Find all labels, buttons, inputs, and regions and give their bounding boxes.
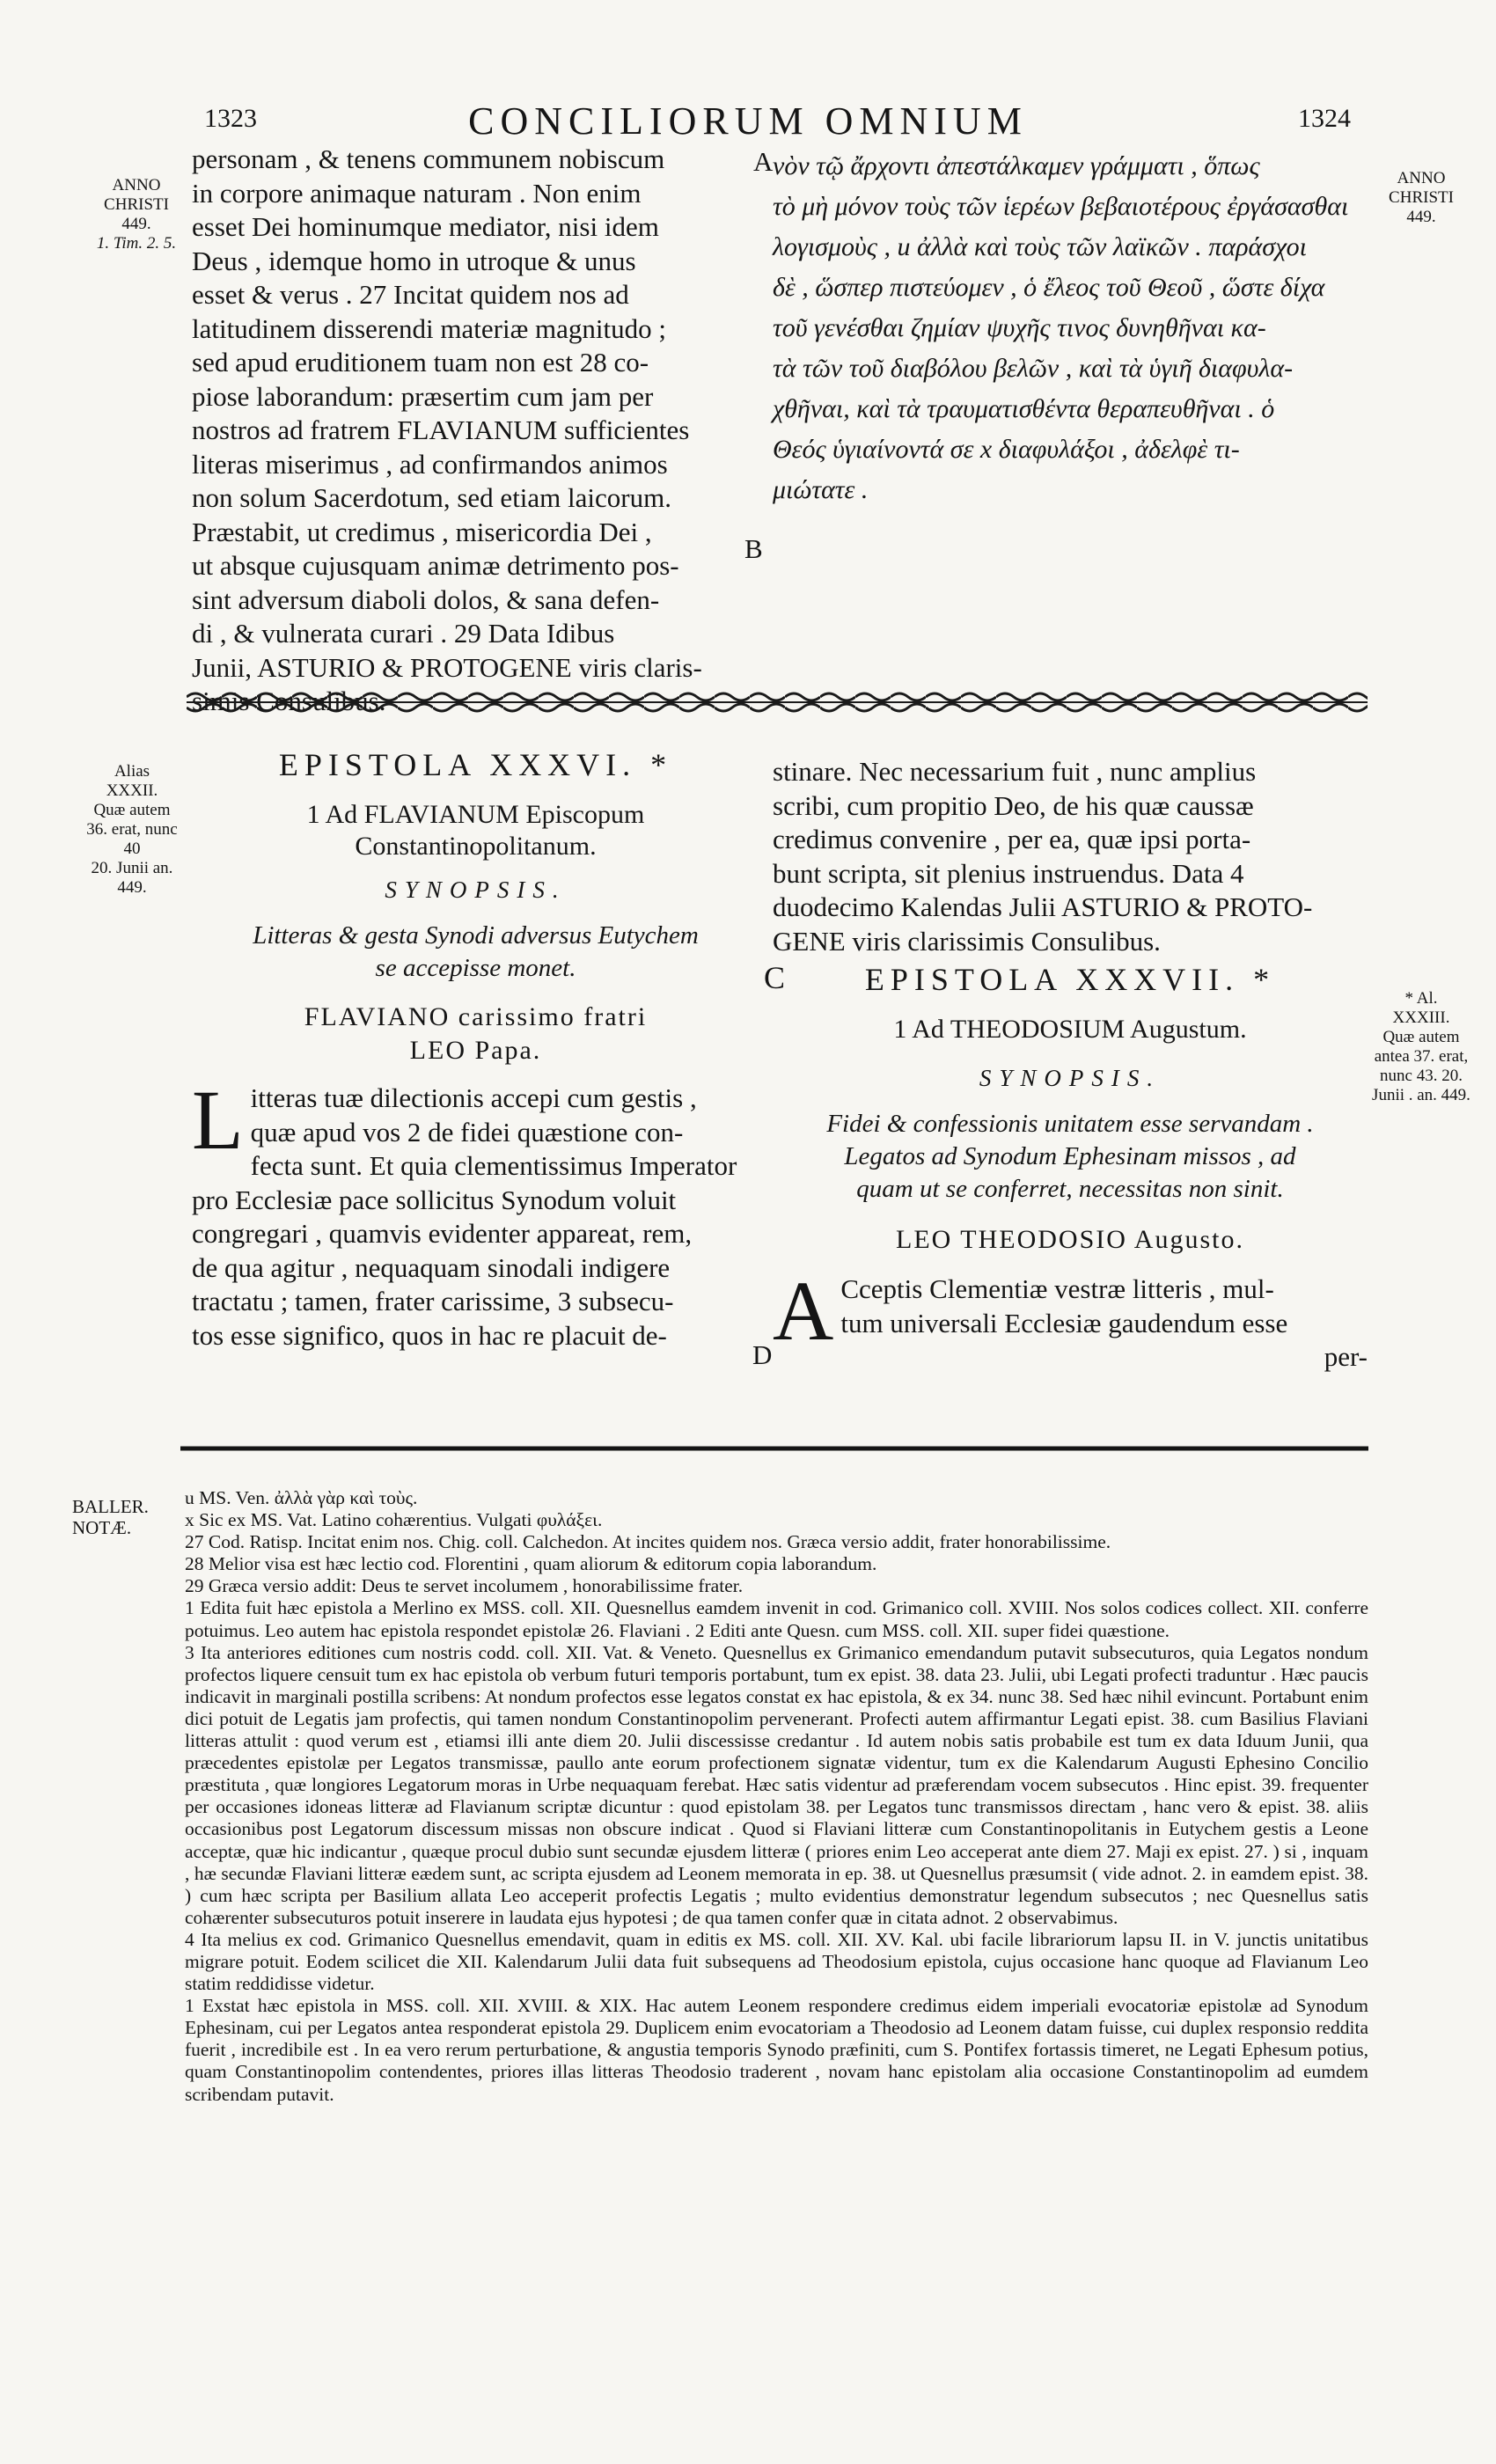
epistola-37-synopsis-label: SYNOPSIS. <box>979 1065 1162 1091</box>
address-line: 1 Ad FLAVIANUM Episcopum <box>306 800 645 829</box>
greek-line: μιώτατε . <box>773 475 869 504</box>
sidenote-line: 449. <box>121 215 151 233</box>
text-line: fecta sunt. Et quia clementissimus Imperator <box>250 1150 737 1181</box>
text-line: per- <box>1324 1341 1368 1372</box>
text-line: non solum Sacerdotum, sed etiam laicorum. <box>192 482 671 513</box>
page-title: CONCILIORUM OMNIUM <box>468 99 1028 143</box>
text-line: credimus convenire , per ea, quæ ipsi porta- <box>773 824 1251 854</box>
synopsis-line: Litteras & gesta Synodi adversus Eutychem <box>253 921 699 950</box>
notes-divider <box>180 1443 1368 1454</box>
section-marker-a: A <box>753 146 774 177</box>
text-line: quæ apud vos 2 de fidei quæstione con- <box>250 1116 684 1148</box>
synopsis-line: Legatos ad Synodum Ephesinam missos , ad <box>844 1142 1296 1170</box>
sidenote-line: CHRISTI <box>1389 188 1454 207</box>
text-line: literas miserimus , ad confirmandos animos <box>192 448 668 480</box>
sidenote-line: 36. erat, nunc <box>86 820 178 839</box>
sidenote-line: 449. <box>1406 208 1436 226</box>
synopsis-line: quam ut se conferret, necessitas non sinit. <box>856 1175 1284 1203</box>
text-line: stinare. Nec necessarium fuit , nunc amplius <box>773 756 1257 787</box>
text-line: GENE viris clarissimis Consulibus. <box>773 925 1161 957</box>
greek-line: τὰ τῶν τοῦ διαβόλου βελῶν , καὶ τὰ ὑγιῆ διαφυλα- <box>773 354 1294 383</box>
greek-line: νὸν τῷ ἄρχοντι ἀπεστάλκαμεν γράμματι , ὅπως <box>773 151 1260 180</box>
epistola-37-body <box>773 1264 1368 1375</box>
note-item: 3 Ita anteriores editiones cum nostris codd. coll. XII. Vat. & Veneto. Quesnellus ex Grimanico emendandum putavit subsecuturos, quia Legatos nondum profectos liquere censuit tum ex hac epistola ob verbum futuri temporis portabunt, tum ex epist. 38. data 23. Julii, ubi Legati profecti traduntur . Hæc paucis indicavit in marginali postilla scribens: At nondum profectos esse legatos constat ex hac epistola, & ex 34. nunc 38. Sed hæc nihil evincunt. Portabunt enim dici potuit de Legatis jam profectis, qui tamen nondum Constantinopolim pervenerant. Profecti autem affirmantur Legati epist. 38. cum Basilius Flaviani litteras attulit : quod verum est , etiamsi illi ante diem 20. Julii discessisse credantur . Id autem nobis satis probabile est tum ex data Iduum Junii, qua præcedentes epistolæ per Legatos transmissæ, paullo ante eorum profectionem signatæ videntur, tum ex die Kalendarum Augusti Ephesino Concilio præstituta , quæ longiores Legatorum moras in Urbe nequaquam ferebat. Hæc satis videntur ad præferendam vocem subsecutos . Hinc epist. 39. frequenter per occasiones idoneas litteræ ad Flavianum scriptæ dicuntur : quod epistolam 38. per Legatos tunc transmissos directam , hanc vero & epist. 38. aliis occasionibus post Legatorum discessum missas non obscure indicat . Quod si Flaviani litteræ cum Constantinopolitanis in Eutychem gestis a Leone acceptæ, quæ hic indicantur , quæque procul dubio sunt secundæ ejusdem litteræ ( priores enim Leo acceperat ante diem 27. Maji ex epist. 27. ) si , inquam , hæ secundæ Flaviani litteræ eædem sunt, ac scripta ejusdem ad Leonem memorata in ep. 38. ut Quesnellus præsumsit ( vide adnot. 2. in eamdem epist. 38. ) cum hæc scripta per Basilium allata Leo acceperit profectis Legatis ; multo evidentius demonstratur legendum subsecutos ; nec Quesnellus satis cohærenter subsecuturos potuit inserere in laudata ejus hypotesi ; de qua tamen confer quæ in citata adnot. 2 observabimus. <box>185 1641 1368 1928</box>
epistola-36-synopsis <box>192 920 759 985</box>
text-line: esset Dei hominumque mediator, nisi idem <box>192 211 659 242</box>
salutation-line: FLAVIANO carissimo fratri <box>304 1002 648 1031</box>
greek-line: Θεός ὑγιαίνοντά σε x διαφυλάξοι , ἀδελφὲ τι- <box>773 435 1240 464</box>
sidenote-line: Junii . an. 449. <box>1372 1086 1470 1104</box>
note-item: 27 Cod. Ratisp. Incitat enim nos. Chig. coll. Calchedon. At incites quidem nos. Græca versio addit, frater honorabilissime. <box>185 1531 1111 1553</box>
section-marker-d: D <box>752 1339 773 1370</box>
sidenote-line: XXXIII. <box>1392 1008 1450 1027</box>
text-line: ut absque cujusquam animæ detrimento pos- <box>192 550 679 581</box>
sidenote-line: Quæ autem <box>1382 1028 1460 1046</box>
sidenote-line: * Al. <box>1404 989 1438 1008</box>
text-line: di , & vulnerata curari . 29 Data Idibus <box>192 618 615 649</box>
text-line: bunt scripta, sit plenius instruendus. Data 4 <box>773 857 1244 889</box>
dropcap-l: L <box>192 1073 244 1167</box>
notes-label-line: NOTÆ. <box>72 1517 132 1538</box>
epistola-36-body <box>192 1073 759 1353</box>
text-line: piose laborandum: præsertim cum jam per <box>192 380 654 412</box>
notes-label-line: BALLER. <box>72 1496 149 1517</box>
section-marker-b: B <box>744 533 763 564</box>
epistola-37-salutation: LEO THEODOSIO Augusto. <box>896 1225 1244 1254</box>
text-line: Cceptis Clementiæ vestræ litteris , mul- <box>840 1273 1274 1304</box>
top-left-column <box>192 143 759 719</box>
sidenote-left-mid <box>84 762 180 898</box>
baller-notes <box>185 1487 1368 2106</box>
synopsis-line: se accepisse monet. <box>375 954 576 982</box>
text-line: Junii, ASTURIO & PROTOGENE viris claris- <box>192 651 702 683</box>
text-line: in corpore animaque naturam . Non enim <box>192 177 642 209</box>
synopsis-line: Fidei & confessionis unitatem esse servandam . <box>826 1110 1314 1138</box>
greek-line: δὲ , ὥσπερ πιστεύομεν , ὁ ἔλεος τοῦ Θεοῦ , ὥστε δίχα <box>773 273 1325 302</box>
column-number-right: 1324 <box>1298 104 1351 133</box>
text-line: nostros ad fratrem FLAVIANUM sufficientes <box>192 414 690 445</box>
text-line: latitudinem disserendi materiæ magnitudo ; <box>192 312 666 344</box>
text-line: itteras tuæ dilectionis accepi cum gestis , <box>250 1082 697 1113</box>
text-line: scribi, cum propitio Deo, de his quæ caussæ <box>773 789 1254 821</box>
sidenote-right-mid <box>1368 989 1474 1105</box>
text-line: tos esse significo, quos in hac re placuit de- <box>192 1319 667 1351</box>
epistola-36-address <box>192 799 759 862</box>
text-line: sint adversum diaboli dolos, & sana defen- <box>192 583 660 615</box>
epistola-37-address: 1 Ad THEODOSIUM Augustum. <box>893 1015 1247 1044</box>
notes-label <box>72 1496 178 1538</box>
text-line: congregari , quamvis evidenter appareat, rem, <box>192 1218 693 1249</box>
note-item: 1 Exstat hæc epistola in MSS. coll. XII. XVIII. & XIX. Hac autem Leonem respondere credimus eidem imperiali evocatoriæ epistolæ ad Synodum Ephesinam, cui per Legatos antea responderat epistola 29. Duplicem enim evocatoriam a Theodosio ad Leonem datam fuisse, cui duplex responsio reddita fuerit , incredibile est . In ea vero rerum perturbatione, & angustia temporis Synodo præfiniti, cum S. Pontifex fortassis timeret, ne Legati Ephesum potius, quam Constantinopolim contendentes, priores illas litteras Theodosio traderent , novam hanc epistolam alia occasione Constantinopolim ad eumdem scribendam putavit. <box>185 1995 1368 2105</box>
epistola-37-heading: EPISTOLA XXXVII. * <box>864 962 1276 997</box>
text-line: sed apud eruditionem tuam non est 28 co- <box>192 347 649 378</box>
note-item: u MS. Ven. ἀλλὰ γὰρ καὶ τοὺς. <box>185 1487 418 1508</box>
text-line: duodecimo Kalendas Julii ASTURIO & PROTO- <box>773 891 1313 922</box>
sidenote-line: Quæ autem <box>93 801 171 819</box>
text-line: personam , & tenens communem nobiscum <box>192 143 665 174</box>
sidenote-line: 20. Junii an. <box>91 859 173 877</box>
text-line: pro Ecclesiæ pace sollicitus Synodum voluit <box>192 1184 677 1215</box>
sidenote-line: ANNO <box>112 176 161 194</box>
note-item: 29 Græca versio addit: Deus te servet incolumem , honorabilissime frater. <box>185 1575 744 1597</box>
sidenote-right-top <box>1368 169 1474 227</box>
sidenote-line: ANNO <box>1397 169 1446 187</box>
text-line: de qua agitur , nequaquam sinodali indigere <box>192 1251 671 1283</box>
sidenote-line: XXXII. <box>106 781 158 800</box>
ornament-divider <box>187 686 1368 718</box>
text-line: Præstabit, ut credimus , misericordia Dei , <box>192 516 652 547</box>
epistola-36-continuation <box>773 755 1368 958</box>
note-item: 28 Melior visa est hæc lectio cod. Florentini , quam aliorum & editorum copia laborandum. <box>185 1553 877 1575</box>
text-line: esset & verus . 27 Incitat quidem nos ad <box>192 279 629 310</box>
section-marker-c: C <box>764 960 786 995</box>
epistola-36 <box>192 746 759 1353</box>
greek-line: λογισμοὺς , u ἀλλὰ καὶ τοὺς τῶν λαϊκῶν . παράσχοι <box>773 232 1307 261</box>
sidenote-line: 1. Tim. 2. 5. <box>96 234 177 253</box>
column-number-left: 1323 <box>204 104 257 133</box>
salutation-line: LEO Papa. <box>409 1036 542 1065</box>
text-line: Deus , idemque homo in utroque & unus <box>192 245 636 276</box>
greek-line: χθῆναι, καὶ τὰ τραυματισθέντα θεραπευθῆναι . ὁ <box>773 394 1275 423</box>
text-line: tum universali Ecclesiæ gaudendum esse <box>840 1307 1288 1338</box>
epistola-37-synopsis <box>773 1108 1368 1206</box>
note-item: 4 Ita melius ex cod. Grimanico Quesnellus emendavit, quam in editis ex MS. coll. XII. XV. Kal. ubi facile librariorum lapsu II. in V. junctis unitatibus migrare potuit. Eodem scilicet die XII. Kalendarum Julii data fuit subsequens ad Theodosium epistola, cujus occasione hanc quoque ad Flavianum Leo statim reddidisse videtur. <box>185 1928 1368 1995</box>
dropcap-a: A <box>773 1264 834 1358</box>
epistola-36-heading: EPISTOLA XXXVI. * <box>278 747 673 782</box>
sidenote-line: antea 37. erat, <box>1374 1047 1469 1066</box>
address-line: Constantinopolitanum. <box>355 832 597 861</box>
sidenote-left-top <box>79 176 194 253</box>
sidenote-line: Alias <box>114 762 150 781</box>
epistola-36-synopsis-label: SYNOPSIS. <box>385 876 567 903</box>
epistola-36-salutation <box>192 1001 759 1067</box>
sidenote-line: 449. <box>117 878 147 897</box>
sidenote-line: 40 <box>123 840 141 858</box>
note-item: 1 Edita fuit hæc epistola a Merlino ex MSS. coll. XII. Quesnellus eamdem invenit in cod. Grimanico coll. XVIII. Nos solos codices collect. XII. conferre potuimus. Leo autem hac epistola respondet epistolæ 26. Flaviani . 2 Editi ante Quesn. cum MSS. coll. XII. super fidei quæstione. <box>185 1597 1368 1641</box>
greek-line: τοῦ γενέσθαι ζημίαν ψυχῆς τινος δυνηθῆναι κα- <box>773 313 1266 342</box>
epistola-37 <box>773 961 1368 1375</box>
note-item: x Sic ex MS. Vat. Latino cohærentius. Vulgati φυλάξει. <box>185 1509 603 1531</box>
text-line: tractatu ; tamen, frater carissime, 3 subsecu- <box>192 1286 674 1316</box>
sidenote-line: CHRISTI <box>104 195 169 214</box>
sidenote-line: nunc 43. 20. <box>1380 1067 1463 1085</box>
greek-line: τὸ μὴ μόνον τοὺς τῶν ἱερέων βεβαιοτέρους ἐργάσασθαι <box>773 192 1349 221</box>
greek-column <box>773 146 1353 510</box>
